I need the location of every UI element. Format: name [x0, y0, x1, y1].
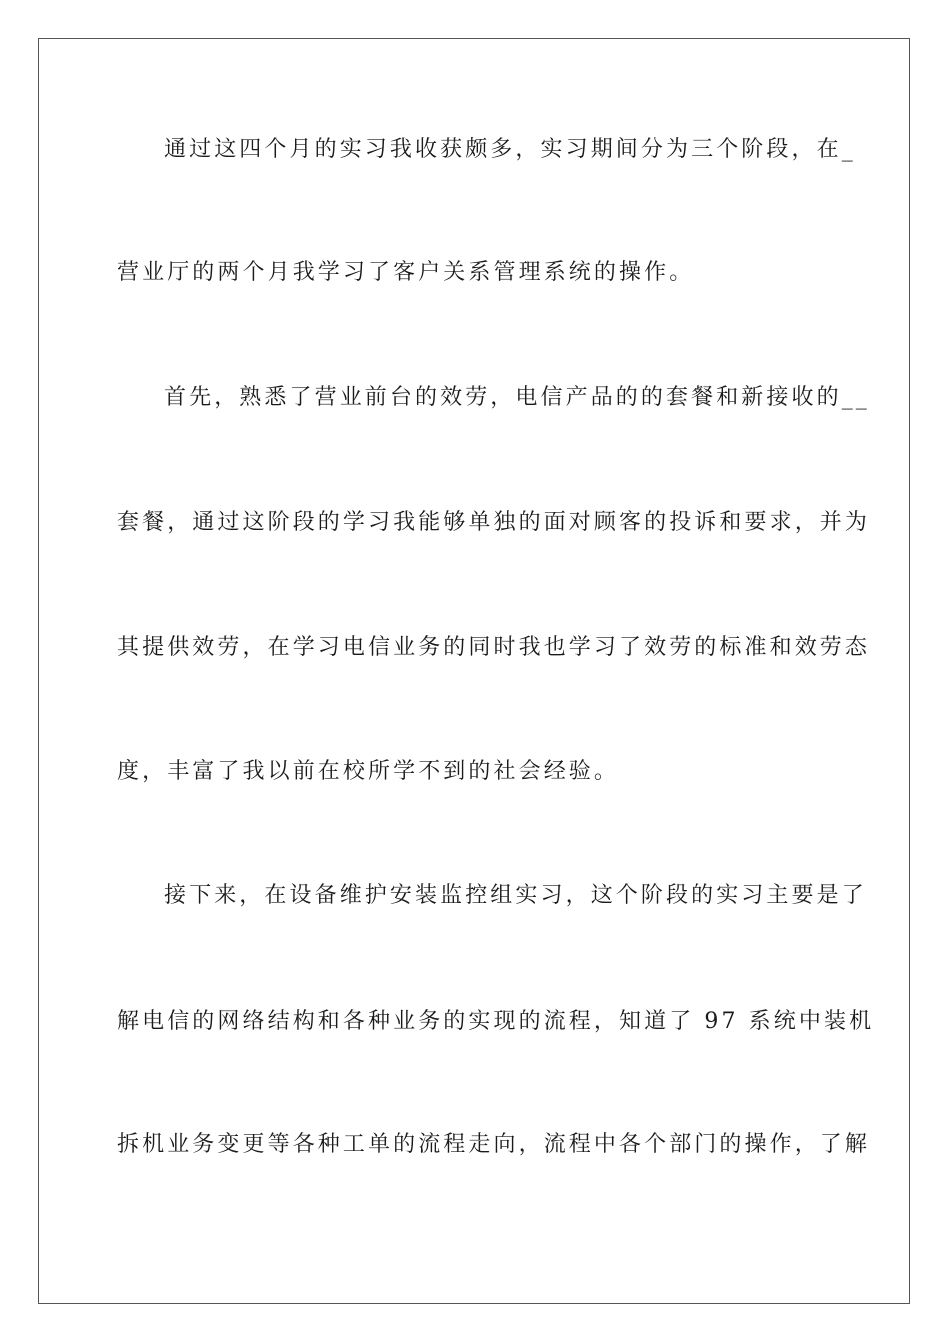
- paragraph-3-line-1: 接下来，在设备维护安装监控组实习，这个阶段的实习主要是了: [164, 883, 867, 908]
- paragraph-2-line-1: 首先，熟悉了营业前台的效劳，电信产品的的套餐和新接收的__: [164, 385, 870, 410]
- page-frame: [38, 38, 910, 1304]
- paragraph-2-line-4: 度，丰富了我以前在校所学不到的社会经验。: [117, 759, 620, 784]
- paragraph-2-line-2: 套餐，通过这阶段的学习我能够单独的面对顾客的投诉和要求，并为: [117, 510, 871, 535]
- paragraph-1-line-1: 通过这四个月的实习我收获颇多，实习期间分为三个阶段，在_: [164, 137, 856, 162]
- paragraph-1-line-2: 营业厅的两个月我学习了客户关系管理系统的操作。: [117, 260, 695, 285]
- paragraph-3-line-2: 解电信的网络结构和各种业务的实现的流程，知道了 97 系统中装机: [117, 1009, 875, 1034]
- paragraph-3-line-3: 拆机业务变更等各种工单的流程走向，流程中各个部门的操作，了解: [117, 1132, 871, 1157]
- paragraph-2-line-3: 其提供效劳，在学习电信业务的同时我也学习了效劳的标准和效劳态: [117, 635, 871, 660]
